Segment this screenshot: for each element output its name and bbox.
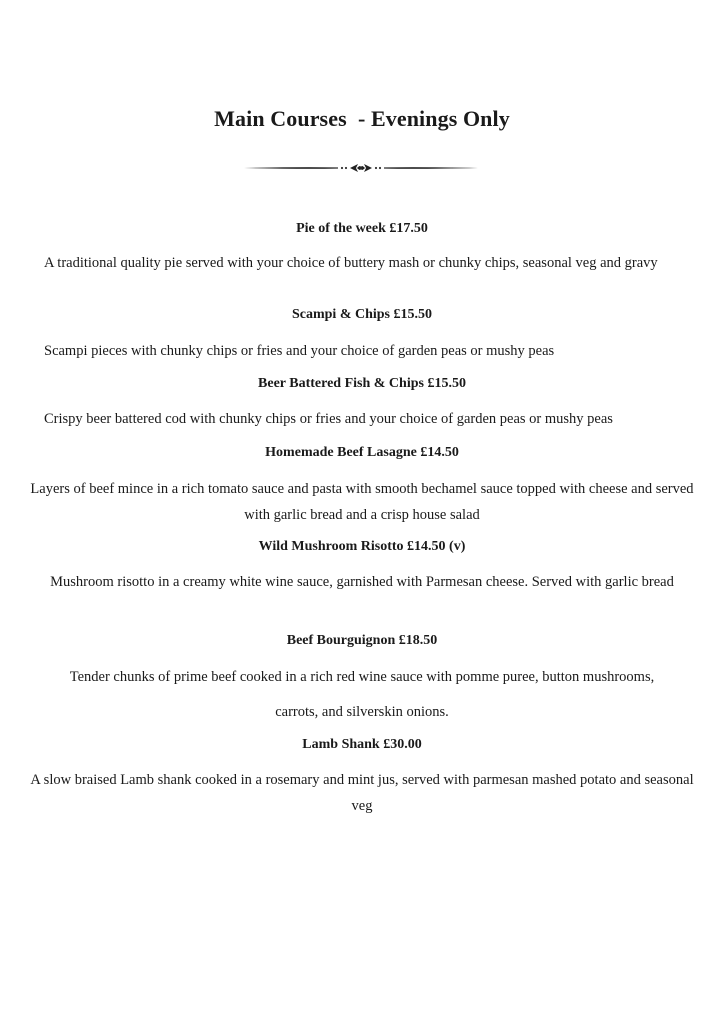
dish-description: A slow braised Lamb shank cooked in a rosemary and mint jus, served with parmesan mashed potato and seasonal veg (30, 772, 694, 814)
page-title: Main Courses - Evenings Only (214, 106, 510, 131)
dish-name: Wild Mushroom Risotto £14.50 (v) (258, 539, 466, 554)
dish-name: Lamb Shank £30.00 (302, 737, 422, 752)
dish-description: Layers of beef mince in a rich tomato sauce and pasta with smooth bechamel sauce topped with cheese and served with garlic bread and a crisp house salad (30, 481, 694, 523)
dish-description: Scampi pieces with chunky chips or fries and your choice of garden peas or mushy peas (44, 343, 555, 359)
dish-description: A traditional quality pie served with your choice of buttery mash or chunky chips, seasonal veg and gravy (44, 255, 658, 271)
ornamental-divider-icon (242, 158, 480, 178)
dish-name: Scampi & Chips £15.50 (291, 307, 433, 322)
dish-description: Crispy beer battered cod with chunky chips or fries and your choice of garden peas or mushy peas (44, 411, 613, 427)
dish-description: Mushroom risotto in a creamy white wine sauce, garnished with Parmesan cheese. Served with garlic bread (50, 574, 674, 590)
dish-description: Tender chunks of prime beef cooked in a rich red wine sauce with pomme puree, button mushrooms, (69, 669, 655, 685)
dish-name: Beer Battered Fish & Chips £15.50 (258, 376, 466, 391)
dish-description: carrots, and silverskin onions. (275, 704, 449, 720)
dish-name: Pie of the week £17.50 (296, 221, 428, 236)
dish-name: Beef Bourguignon £18.50 (286, 633, 438, 648)
dish-name: Homemade Beef Lasagne £14.50 (265, 445, 459, 460)
